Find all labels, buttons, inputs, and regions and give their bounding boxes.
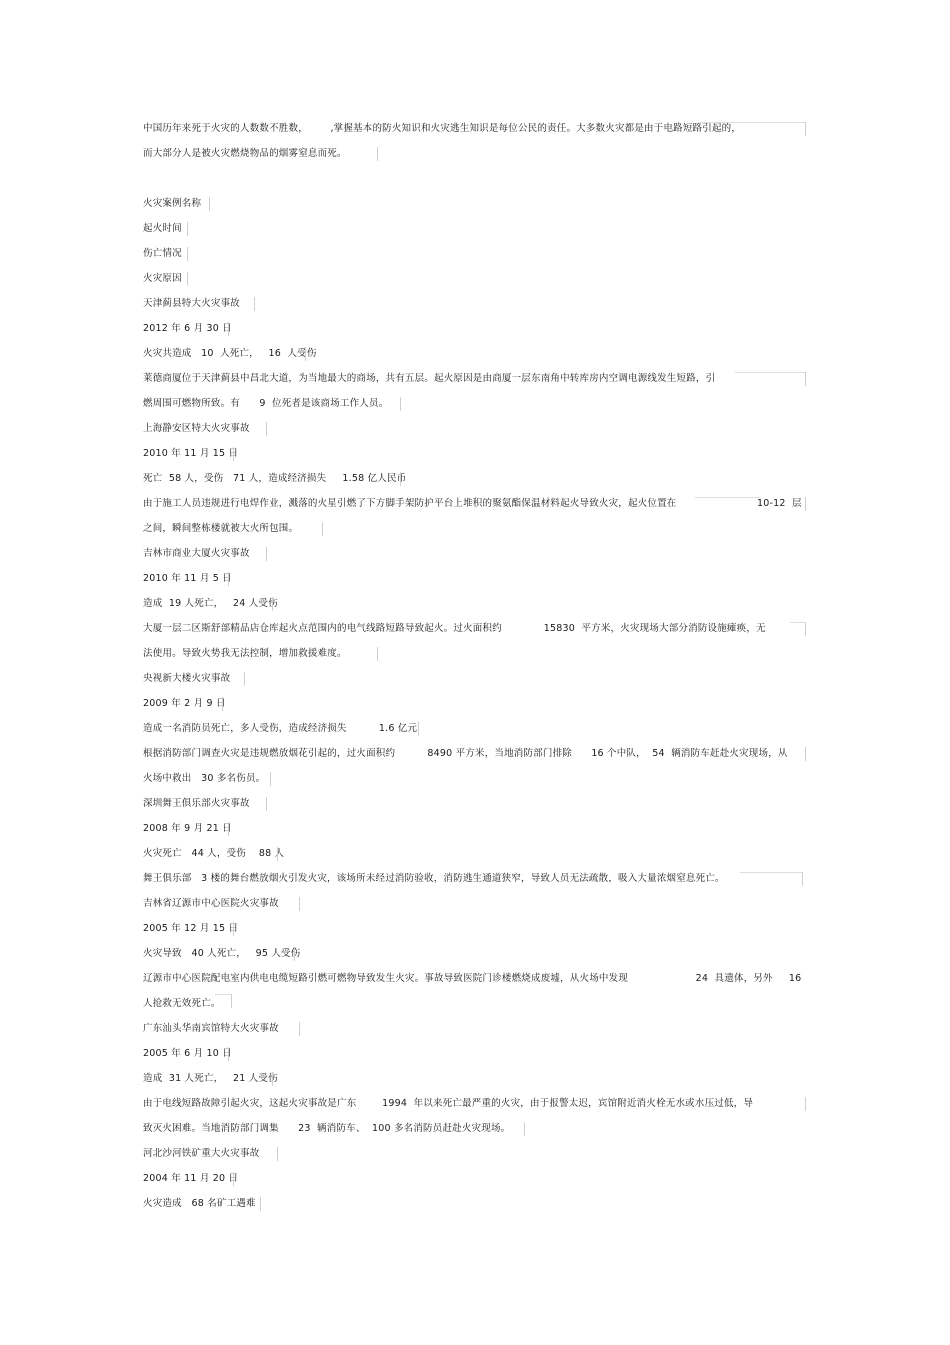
case-date: 2004 年 11 月 20 日 <box>143 1173 239 1184</box>
case-cause-line-1: 辽源市中心医院配电室内供电电缆短路引燃可燃物导致发生火灾。事故导致医院门诊楼燃烧成废墟，从火场中发现 24 具遗体，另外 16 <box>143 973 802 984</box>
case-name: 深圳舞王俱乐部火灾事故 <box>143 798 250 809</box>
cell-border <box>231 994 232 1008</box>
case-casualties: 火灾共造成 10 人死亡， 16 人受伤 <box>143 348 317 359</box>
case-casualties: 火灾造成 68 名矿工遇难 <box>143 1198 256 1209</box>
case-casualties: 造成 19 人死亡， 24 人受伤 <box>143 598 278 609</box>
intro-line-1: 中国历年来死于火灾的人数数不胜数， ,掌握基本的防火知识和火灾逃生知识是每位公民的责任。大多数火灾都是由于电路短路引起的， <box>143 123 742 134</box>
intro-line-2: 而大部分人是被火灾燃烧物品的烟雾窒息而死。 <box>143 148 347 159</box>
cell-border <box>805 747 806 761</box>
case-date: 2012 年 6 月 30 日 <box>143 323 232 334</box>
case-name: 天津蓟县特大火灾事故 <box>143 298 241 309</box>
cell-border <box>805 122 806 136</box>
case-date: 2010 年 11 月 5 日 <box>143 573 232 584</box>
cell-border <box>187 247 188 261</box>
cell-border <box>272 597 273 611</box>
cell-border <box>233 922 234 936</box>
case-casualties: 死亡 58 人，受伤 71 人，造成经济损失 1.58 亿人民币 <box>143 473 407 484</box>
cell-border <box>272 1072 273 1086</box>
case-cause-line-2: 燃周围可燃物所致。有 9 位死者是该商场工作人员。 <box>143 398 389 409</box>
case-cause-line-2: 致灭火困难。当地消防部门调集 23 辆消防车、 100 多名消防员赶赴火灾现场。 <box>143 1123 511 1134</box>
case-casualties: 火灾导致 40 人死亡， 95 人受伤 <box>143 948 301 959</box>
cell-border <box>228 1047 229 1061</box>
cell-border <box>524 1122 525 1136</box>
cell-border <box>266 422 267 436</box>
cell-border <box>187 272 188 286</box>
case-name: 央视新大楼火灾事故 <box>143 673 231 684</box>
case-name: 河北沙河铁矿重大火灾事故 <box>143 1148 260 1159</box>
case-name: 吉林市商业大厦火灾事故 <box>143 548 250 559</box>
case-cause-line-2: 火场中救出 30 多名伤员。 <box>143 773 266 784</box>
cell-border <box>695 497 760 498</box>
header-cause: 火灾原因 <box>143 273 182 284</box>
cell-border <box>299 897 300 911</box>
cell-border <box>305 347 306 361</box>
case-casualties: 火灾死亡 44 人，受伤 88 人 <box>143 848 285 859</box>
cell-border <box>735 372 805 373</box>
case-cause-line-2: 法使用。导致火势我无法控制，增加救援难度。 <box>143 648 347 659</box>
cell-border <box>233 1172 234 1186</box>
case-name: 上海静安区特大火灾事故 <box>143 423 250 434</box>
cell-border <box>377 647 378 661</box>
case-date: 2008 年 9 月 21 日 <box>143 823 232 834</box>
cell-border <box>294 947 295 961</box>
case-cause-line-1: 莱德商厦位于天津蓟县中昌北大道，为当地最大的商场，共有五层。起火原因是由商厦一层东南角中转库房内空调电源线发生短路，引 <box>143 373 716 384</box>
cell-border <box>299 1022 300 1036</box>
case-date: 2009 年 2 月 9 日 <box>143 698 226 709</box>
case-cause-line-1: 舞王俱乐部 3 楼的舞台燃放烟火引发火灾，该场所未经过消防验收，消防逃生通道狭窄，导致人员无法疏散，吸入大量浓烟窒息死亡。 <box>143 873 725 884</box>
case-date: 2005 年 12 月 15 日 <box>143 923 239 934</box>
header-fire-time: 起火时间 <box>143 223 182 234</box>
cell-border <box>805 497 806 511</box>
cell-border <box>802 872 803 886</box>
cell-border <box>322 522 323 536</box>
cell-border <box>277 847 278 861</box>
cell-border <box>740 872 802 873</box>
cell-border <box>209 197 210 211</box>
header-case-name: 火灾案例名称 <box>143 198 202 209</box>
cell-border <box>400 397 401 411</box>
case-cause-line-1: 由于施工人员违规进行电焊作业，溅落的火星引燃了下方脚手架防护平台上堆积的聚氨酯保温材料起火导致火灾，起火位置在 10-12 层 <box>143 498 802 509</box>
case-name: 吉林省辽源市中心医院火灾事故 <box>143 898 279 909</box>
cell-border <box>418 722 419 736</box>
header-casualties: 伤亡情况 <box>143 248 182 259</box>
cell-border <box>790 622 805 623</box>
cell-border <box>244 672 245 686</box>
case-casualties: 造成 31 人死亡， 21 人受伤 <box>143 1073 278 1084</box>
case-name: 广东汕头华南宾馆特大火灾事故 <box>143 1023 279 1034</box>
cell-border <box>187 222 188 236</box>
cell-border <box>277 1147 278 1161</box>
cell-border <box>228 322 229 336</box>
cell-border <box>254 297 255 311</box>
cell-border <box>700 122 805 123</box>
cell-border <box>215 994 231 995</box>
cell-border <box>266 797 267 811</box>
cell-border <box>233 447 234 461</box>
case-cause-line-1: 根据消防部门调查火灾是违规燃放烟花引起的，过火面积约 8490 平方米，当地消防部门排除 16 个中队， 54 辆消防车赶赴火灾现场，从 <box>143 748 788 759</box>
cell-border <box>805 372 806 386</box>
cell-border <box>270 772 271 786</box>
case-date: 2005 年 6 月 10 日 <box>143 1048 232 1059</box>
case-date: 2010 年 11 月 15 日 <box>143 448 239 459</box>
cell-border <box>228 822 229 836</box>
case-casualties: 造成一名消防员死亡，多人受伤，造成经济损失 1.6 亿元 <box>143 723 418 734</box>
cell-border <box>400 472 401 486</box>
case-cause-line-2: 之间，瞬间整栋楼就被大火所包围。 <box>143 523 299 534</box>
cell-border <box>260 1197 261 1211</box>
cell-border <box>222 697 223 711</box>
cell-border <box>377 147 378 161</box>
case-cause-line-2: 人抢救无效死亡。 <box>143 998 221 1009</box>
cell-border <box>266 547 267 561</box>
cell-border <box>228 572 229 586</box>
cell-border <box>805 622 806 636</box>
case-cause-line-1: 大厦一层二区斯舒部精品店仓库起火点范围内的电气线路短路导致起火。过火面积约 15830 平方米，火灾现场大部分消防设施瘫痪，无 <box>143 623 766 634</box>
cell-border <box>805 1097 806 1111</box>
case-cause-line-1: 由于电线短路故障引起火灾，这起火灾事故是广东 1994 年以来死亡最严重的火灾，由于报警太迟，宾馆附近消火栓无水或水压过低，导 <box>143 1098 754 1109</box>
